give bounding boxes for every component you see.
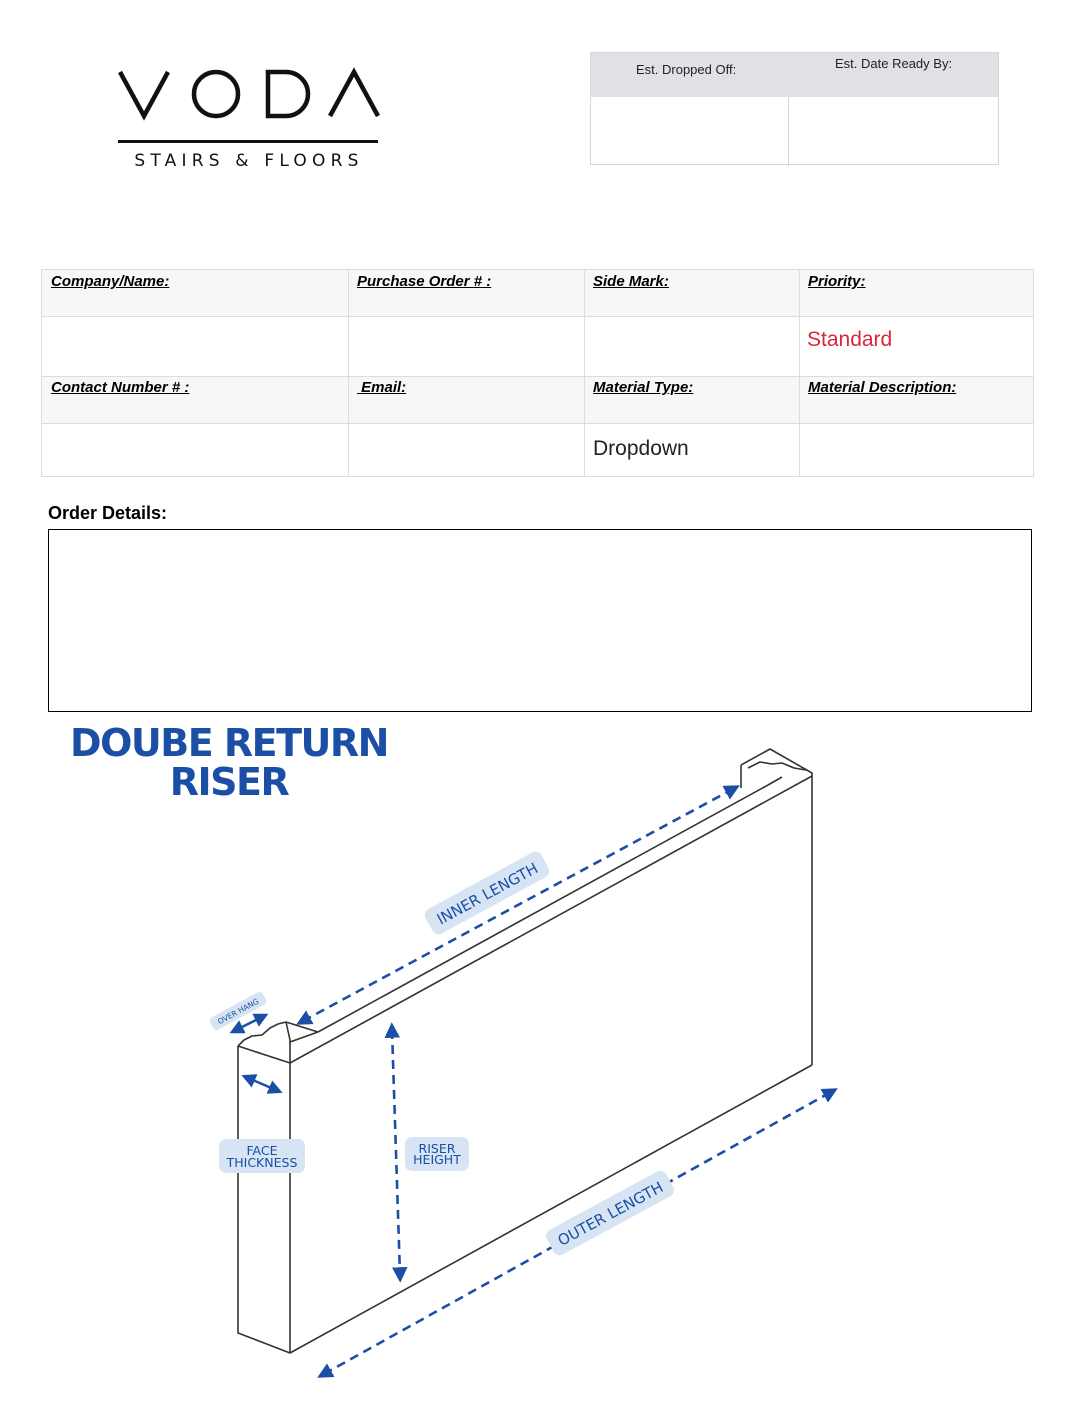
priority-label: Priority: — [808, 273, 866, 290]
measurement-arrows — [303, 789, 831, 1374]
date-table — [590, 52, 999, 165]
material-type-label: Material Type: — [593, 379, 694, 396]
overhang-arrow — [236, 1017, 262, 1030]
face-thickness-label — [219, 1139, 305, 1173]
diagram-title-line-2: RISER — [169, 760, 289, 804]
est-dropped-off-label: Est. Dropped Off: — [636, 62, 737, 77]
grid-col-divider — [584, 270, 585, 476]
est-dropped-off-field[interactable] — [593, 99, 786, 163]
svg-text:OVER HANG: OVER HANG — [216, 996, 261, 1027]
purchase-order-label: Purchase Order # : — [357, 273, 492, 290]
side-mark-field[interactable] — [593, 328, 793, 368]
voda-logo — [118, 66, 380, 122]
contact-number-field[interactable] — [51, 434, 341, 472]
inner-length-arrow — [303, 789, 733, 1021]
grid-col-divider — [348, 270, 349, 476]
inner-length-label — [422, 849, 551, 937]
company-name-field[interactable] — [51, 328, 341, 368]
est-ready-by-label: Est. Date Ready By: — [835, 56, 953, 71]
material-type-dropdown[interactable]: Dropdown — [593, 437, 689, 460]
contact-number-label: Contact Number # : — [51, 379, 190, 396]
est-ready-by-field[interactable] — [791, 99, 997, 163]
face-thickness-arrow — [248, 1078, 276, 1090]
order-details-textarea[interactable] — [48, 529, 1032, 712]
info-header-row-1 — [42, 270, 1033, 317]
riser-height-label — [405, 1137, 469, 1171]
material-description-field[interactable] — [807, 434, 1027, 472]
grid-col-divider — [799, 270, 800, 476]
riser-diagram — [0, 712, 1088, 1408]
diagram-title-line-1: DOUBE RETURN — [70, 721, 388, 765]
riser-height-arrow — [392, 1030, 400, 1275]
email-field[interactable] — [357, 434, 577, 472]
svg-text:OUTER LENGTH: OUTER LENGTH — [554, 1178, 667, 1250]
order-details-label: Order Details: — [48, 503, 168, 523]
email-label: Email: — [357, 379, 407, 396]
riser-height-line-2: HEIGHT — [413, 1152, 461, 1167]
material-description-label: Material Description: — [808, 379, 957, 396]
order-info-grid — [41, 269, 1034, 477]
date-table-divider — [788, 97, 789, 166]
svg-text:INNER LENGTH: INNER LENGTH — [433, 859, 542, 929]
priority-dropdown[interactable]: Standard — [807, 328, 893, 351]
logo-divider — [118, 140, 378, 143]
face-thickness-line-2: THICKNESS — [226, 1155, 298, 1170]
logo-tagline: STAIRS & FLOORS — [134, 151, 364, 171]
overhang-label — [208, 991, 267, 1032]
side-mark-label: Side Mark: — [593, 273, 669, 290]
purchase-order-field[interactable] — [357, 328, 577, 368]
face-thickness-line-1: FACE — [246, 1143, 278, 1158]
riser-height-line-1: RISER — [418, 1141, 456, 1156]
outer-length-label — [544, 1168, 677, 1258]
company-name-label: Company/Name: — [51, 273, 170, 290]
